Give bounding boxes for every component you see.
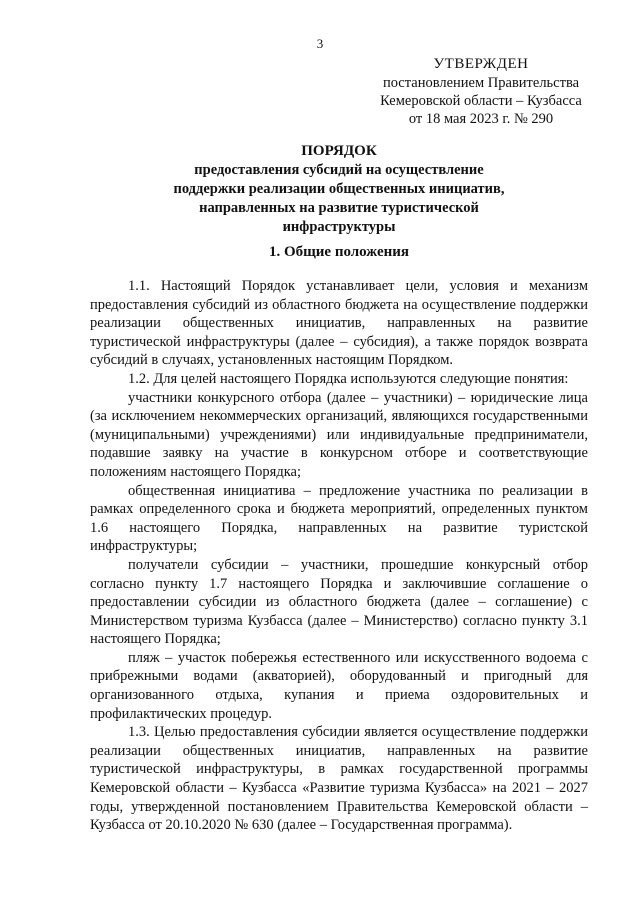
document-body xyxy=(90,277,588,835)
definition-recipients: получатели субсидии – участники, прошедшие конкурсный отбор согласно пункту 1.7 настоящего Порядка и заключившие соглашение о предоставлении субсидии из областного бюджета (далее – соглашение) с Министерством туризма Кузбасса (далее – Министерство) согласно пункту 3.1 настоящего Порядка; xyxy=(90,556,588,648)
approval-heading: УТВЕРЖДЕН xyxy=(433,56,529,72)
title-line: инфраструктуры xyxy=(282,219,396,235)
approval-stamp xyxy=(365,55,597,128)
approval-line: Кемеровской области – Кузбасса xyxy=(380,93,582,109)
paragraph-1-2: 1.2. Для целей настоящего Порядка используются следующие понятия: xyxy=(128,370,569,387)
definition-initiative: общественная инициатива – предложение участника по реализации в рамках определенного срока и бюджета мероприятий, определенных пунктом 1.6 настоящего Порядка, направленных на развитие туристской инфраструктуры; xyxy=(90,482,588,555)
title-line: направленных на развитие туристической xyxy=(199,200,479,216)
paragraph-1-1: 1.1. Настоящий Порядок устанавливает цели, условия и механизм предоставления субсидий из областного бюджета на осуществление поддержки реализации общественных инициатив, направленных на развитие туристической инфраструктуры (далее – субсидия), а также порядок возврата субсидий в случаях, установленных настоящим Порядком. xyxy=(90,278,588,369)
paragraph-1-3: 1.3. Целью предоставления субсидии является осуществление поддержки реализации общественных инициатив, направленных на развитие туристической инфраструктуры, в рамках государственной программы Кемеровской области – Кузбасса «Развитие туризма Кузбасса» на 2021 – 2027 годы, утвержденной постановлением Правительства Кемеровской области – Кузбасса от 20.10.2020 № 630 (далее – Государственная программа). xyxy=(90,724,588,834)
approval-line: от 18 мая 2023 г. № 290 xyxy=(408,111,554,127)
definition-participants: участники конкурсного отбора (далее – участники) – юридические лица (за исключением некоммерческих организаций, являющихся государственными (муниципальными) учреждениями) или индивидуальные предприниматели, подавшие заявку на участие в конкурсном отборе и соответствующие положениям настоящего Порядка; xyxy=(90,389,588,480)
document-title xyxy=(90,142,588,237)
section-heading: 1. Общие положения xyxy=(268,244,410,260)
page-number: 3 xyxy=(316,36,324,51)
title-line: предоставления субсидий на осуществление xyxy=(194,162,484,178)
definition-beach: пляж – участок побережья естественного или искусственного водоема с прибрежными водами (акваторией), оборудованный и пригодный для организованного отдыха, купания и приема оздоровительных и профилактических процедур. xyxy=(90,649,588,722)
approval-line: постановлением Правительства xyxy=(382,75,580,91)
title-line: поддержки реализации общественных инициатив, xyxy=(173,181,505,197)
title-main: ПОРЯДОК xyxy=(301,143,377,159)
